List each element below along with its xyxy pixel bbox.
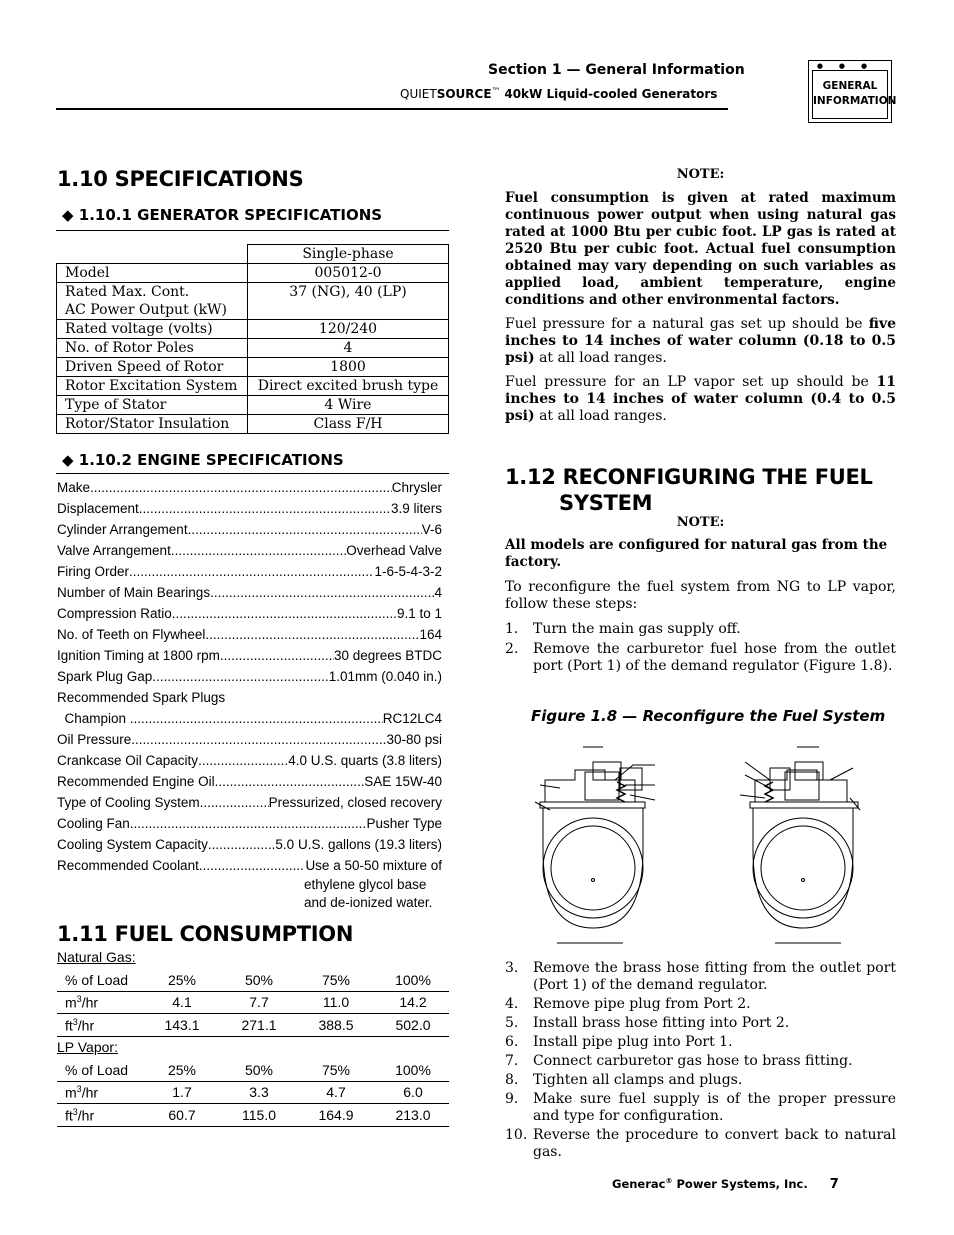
unit-tail: /hr <box>77 1107 95 1124</box>
product-rest: 40kW Liquid-cooled Generators <box>504 87 718 101</box>
lp-m3-value: 4.7 <box>326 1084 346 1100</box>
step-item <box>505 621 896 638</box>
steps-list-b <box>505 960 896 1161</box>
engine-spec-label: Spark Plug Gap <box>57 669 153 684</box>
ng-pressure-c: at all load ranges. <box>534 350 667 366</box>
step-text: Tighten all clamps and plugs. <box>533 1072 743 1088</box>
lp-m3-value: 1.7 <box>172 1084 192 1100</box>
engine-spec-row <box>57 792 442 813</box>
engine-spec-value: 5.0 U.S. gallons (19.3 liters) <box>275 837 442 852</box>
ng-pressure-paragraph <box>505 316 896 367</box>
ng-ft3-value: 271.1 <box>241 1017 277 1033</box>
ng-ft3-value: 143.1 <box>164 1017 200 1033</box>
step-number: 10. <box>505 1127 528 1143</box>
load-100: 100% <box>395 1062 431 1078</box>
header-section-title: Section 1 — General Information <box>488 62 745 78</box>
unit-m3 <box>65 1084 98 1101</box>
regulator-drawing-lp <box>740 747 860 943</box>
leader-dots <box>90 477 392 498</box>
natural-gas-label: Natural Gas: <box>57 949 136 965</box>
engine-spec-label: No. of Teeth on Flywheel <box>57 627 206 642</box>
step-number: 7. <box>505 1053 519 1069</box>
reconfigure-heading <box>505 464 873 516</box>
spec-value: 120/240 <box>248 320 449 339</box>
engine-spec-value: Pressurized, closed recovery <box>268 795 442 810</box>
step-number: 1. <box>505 621 519 637</box>
spec-value: 4 <box>248 339 449 358</box>
engine-spec-label: Make <box>57 480 91 495</box>
table-rule <box>57 1103 449 1104</box>
engine-spec-value: 30 degrees BTDC <box>333 648 442 663</box>
spec-label: No. of Rotor Poles <box>57 339 248 358</box>
engine-spec-value: 3.9 liters <box>390 501 442 516</box>
step-item <box>505 1034 896 1051</box>
ng-pressure-a: Fuel pressure for a natural gas set up should be <box>505 316 869 332</box>
ng-m3-value: 7.7 <box>249 994 269 1010</box>
ng-ft3-value: 388.5 <box>318 1017 354 1033</box>
unit-tail: /hr <box>81 1084 99 1101</box>
unit-base: m <box>65 1084 77 1101</box>
leader-dots <box>130 813 367 834</box>
step-text: Turn the main gas supply off. <box>533 621 741 637</box>
section-tab <box>808 60 897 123</box>
diamond-icon: ◆ <box>62 206 79 224</box>
right-column-reconfig <box>505 514 896 675</box>
load-label: % of Load <box>65 972 129 988</box>
load-75: 75% <box>321 972 351 988</box>
engine-spec-label: Ignition Timing at 1800 rpm <box>57 648 220 663</box>
fuel-consumption-table <box>57 949 449 1129</box>
engine-spec-row <box>57 813 442 834</box>
engine-spec-value: Chrysler <box>391 480 442 495</box>
table-rule <box>57 1081 449 1082</box>
generator-spec-heading-text: 1.10.1 GENERATOR SPECIFICATIONS <box>78 206 383 224</box>
engine-spec-value: 1.01mm (0.040 in.) <box>328 669 442 684</box>
lp-m3-value: 6.0 <box>403 1084 423 1100</box>
engine-spec-value: Pusher Type <box>366 816 442 831</box>
engine-spec-value: SAE 15W-40 <box>364 774 442 789</box>
unit-sup: 3 <box>76 1084 82 1094</box>
figure-caption: Figure 1.8 — Reconfigure the Fuel System <box>531 707 886 725</box>
spec-label <box>57 283 248 320</box>
regulator-drawing-ng <box>535 747 655 943</box>
generator-spec-heading <box>62 206 382 224</box>
load-label: % of Load <box>65 1062 129 1078</box>
leader-dots <box>188 519 422 540</box>
step-number: 9. <box>505 1091 519 1107</box>
page-number: 7 <box>829 1177 839 1192</box>
step-item <box>505 960 896 994</box>
tab-line-1: GENERAL <box>822 80 878 92</box>
engine-spec-label: Recommended Coolant <box>57 858 199 873</box>
engine-spec-value: V-6 <box>421 522 442 537</box>
unit-tail: /hr <box>77 1017 95 1034</box>
step-text: Make sure fuel supply is of the proper pressure and type for configuration. <box>533 1091 896 1124</box>
engine-spec-heading <box>62 451 344 469</box>
unit-m3 <box>65 994 98 1011</box>
step-item <box>505 1091 896 1125</box>
lp-ft3-value: 60.7 <box>168 1107 196 1123</box>
engine-spec-row <box>57 540 442 561</box>
step-text: Reverse the procedure to convert back to natural gas. <box>533 1127 896 1160</box>
engine-spec-label: Oil Pressure <box>57 732 132 747</box>
note2-text: All models are configured for natural gas from the factory. <box>505 537 888 570</box>
unit-base: m <box>65 994 77 1011</box>
note-text: Fuel consumption is given at rated maximum continuous power output when using natural gas rated at 1000 Btu per cubic foot. LP gas is rated at 2520 Btu per cubic foot. Actual fuel consumption obtained may vary depending on such variables as applied load, ambient temperature, engine conditions and other environmental factors. <box>505 190 896 308</box>
lp-pressure-b: 11 inches to 14 inches of water column (0.4 to 0.5 psi) <box>505 374 896 424</box>
step-number: 4. <box>505 996 519 1012</box>
engine-spec-row <box>57 645 442 666</box>
note-label: NOTE: <box>676 167 725 182</box>
tab-label <box>812 70 897 119</box>
fuel-consumption-heading: 1.11 FUEL CONSUMPTION <box>57 922 354 946</box>
reconfig-intro: To reconfigure the fuel system from NG to LP vapor, follow these steps: <box>505 579 896 612</box>
lp-ft3-value: 164.9 <box>318 1107 354 1123</box>
step-number: 6. <box>505 1034 519 1050</box>
unit-ft3 <box>65 1107 94 1124</box>
step-item <box>505 641 896 675</box>
spec-label: Rated voltage (volts) <box>57 320 248 339</box>
right-column-top <box>505 166 896 425</box>
spec-label: Model <box>57 264 248 283</box>
tab-dots: ●●● <box>816 62 884 70</box>
ng-m3-value: 4.1 <box>172 994 192 1010</box>
leader-dots <box>130 708 383 729</box>
unit-base: ft <box>65 1017 73 1034</box>
engine-spec-label: Number of Main Bearings <box>57 585 211 600</box>
table-blank-cell <box>57 245 248 264</box>
load-25: 25% <box>167 1062 197 1078</box>
engine-spec-value: 1-6-5-4-3-2 <box>374 564 442 579</box>
step-item <box>505 1127 896 1161</box>
lp-ft3-value: 115.0 <box>242 1107 276 1123</box>
lp-pressure-paragraph <box>505 374 896 425</box>
ng-ft3-value: 502.0 <box>395 1017 431 1033</box>
engine-spec-row <box>57 834 442 855</box>
engine-spec-row <box>57 624 442 645</box>
step-text: Install pipe plug into Port 1. <box>533 1034 733 1050</box>
step-text: Remove the carburetor fuel hose from the outlet port (Port 1) of the demand regulator (Figure 1.8). <box>533 641 896 674</box>
table-rule <box>57 991 449 992</box>
leader-dots <box>200 792 269 813</box>
unit-base: ft <box>65 1107 73 1124</box>
leader-dots <box>131 729 386 750</box>
load-100: 100% <box>395 972 431 988</box>
engine-spec-label: Firing Order <box>57 564 130 579</box>
engine-spec-row <box>57 855 442 876</box>
spec-label: Rotor Excitation System <box>57 377 248 396</box>
engine-spec-row <box>57 519 442 540</box>
step-number: 3. <box>505 960 519 976</box>
engine-spec-value: 9.1 to 1 <box>396 606 442 621</box>
engine-spec-label: Cooling Fan <box>57 816 130 831</box>
engine-spec-row <box>57 666 442 687</box>
engine-spec-row <box>57 729 442 750</box>
engine-spec-row <box>57 603 442 624</box>
coolant-line-2: and de-ionized water. <box>304 895 433 910</box>
leader-dots <box>210 582 434 603</box>
engine-spec-label: Cylinder Arrangement <box>57 522 188 537</box>
spec-label: Driven Speed of Rotor <box>57 358 248 377</box>
leader-dots <box>199 855 306 876</box>
engine-spec-rule <box>56 473 449 474</box>
lp-pressure-c: at all load ranges. <box>534 408 667 424</box>
step-item <box>505 1053 896 1070</box>
load-25: 25% <box>167 972 197 988</box>
step-text: Remove pipe plug from Port 2. <box>533 996 751 1012</box>
generator-spec-rule <box>56 230 449 231</box>
coolant-continuation <box>57 876 442 912</box>
leader-dots <box>129 561 374 582</box>
engine-spec-value: Use a 50-50 mixture of <box>305 858 442 873</box>
engine-spec-row <box>57 771 442 792</box>
tab-line-2: INFORMATION <box>813 95 897 107</box>
spec-value: 37 (NG), 40 (LP) <box>248 283 449 320</box>
leader-dots <box>205 624 419 645</box>
engine-spec-value: 164 <box>419 627 442 642</box>
unit-sup: 3 <box>72 1107 78 1117</box>
step-item <box>505 1072 896 1089</box>
step-text: Install brass hose fitting into Port 2. <box>533 1015 790 1031</box>
lp-m3-value: 3.3 <box>249 1084 269 1100</box>
ng-pressure-b: five inches to 14 inches of water column (0.18 to 0.5 psi) <box>505 316 896 366</box>
lp-pressure-a: Fuel pressure for an LP vapor set up should be <box>505 374 877 390</box>
leader-dots <box>208 834 276 855</box>
engine-spec-row <box>57 750 442 771</box>
unit-ft3 <box>65 1017 94 1034</box>
step-number: 8. <box>505 1072 519 1088</box>
leader-dots <box>139 498 391 519</box>
engine-spec-label: Champion <box>57 711 130 726</box>
engine-spec-row <box>57 687 442 708</box>
ng-m3-value: 14.2 <box>399 994 427 1010</box>
load-50: 50% <box>244 1062 274 1078</box>
table-col-header: Single-phase <box>248 245 449 264</box>
footer-company-rest: Power Systems, Inc. <box>672 1177 808 1191</box>
regulator-figure <box>505 740 896 950</box>
specifications-heading: 1.10 SPECIFICATIONS <box>57 167 304 191</box>
table-rule <box>57 1013 449 1014</box>
leader-dots <box>171 540 346 561</box>
engine-spec-row <box>57 498 442 519</box>
engine-spec-row <box>57 561 442 582</box>
engine-spec-value: 4 <box>434 585 442 600</box>
engine-spec-row <box>57 477 442 498</box>
step-text: Remove the brass hose fitting from the outlet port (Port 1) of the demand regulator. <box>533 960 896 993</box>
leader-dots <box>198 750 288 771</box>
ng-m3-value: 11.0 <box>322 994 350 1010</box>
spec-value: 4 Wire <box>248 396 449 415</box>
reconfigure-heading-line2: SYSTEM <box>559 491 653 515</box>
engine-spec-label: Recommended Engine Oil <box>57 774 215 789</box>
spec-label-line1: Rated Max. Cont. <box>65 284 190 300</box>
engine-spec-value: RC12LC4 <box>382 711 442 726</box>
leader-dots <box>220 645 334 666</box>
diamond-icon: ◆ <box>62 451 79 469</box>
footer-company: Generac <box>612 1177 666 1191</box>
engine-spec-label: Recommended Spark Plugs <box>57 690 226 705</box>
spec-label: Type of Stator <box>57 396 248 415</box>
unit-tail: /hr <box>81 994 99 1011</box>
engine-spec-value: 4.0 U.S. quarts (3.8 liters) <box>288 753 442 768</box>
load-50: 50% <box>244 972 274 988</box>
table-rule <box>57 1126 449 1127</box>
engine-spec-value: 30-80 psi <box>386 732 442 747</box>
engine-spec-label: Compression Ratio <box>57 606 172 621</box>
load-75: 75% <box>321 1062 351 1078</box>
engine-spec-list <box>57 477 442 912</box>
engine-spec-label: Displacement <box>57 501 139 516</box>
leader-dots <box>215 771 365 792</box>
lp-vapor-label: LP Vapor: <box>57 1039 118 1055</box>
footer-reg: ® <box>665 1177 673 1186</box>
engine-spec-row <box>57 582 442 603</box>
spec-value: Direct excited brush type <box>248 377 449 396</box>
step-item <box>505 996 896 1013</box>
spec-label-line2: AC Power Output (kW) <box>65 302 227 318</box>
header-rule <box>56 108 728 110</box>
leader-dots <box>152 666 328 687</box>
spec-value: Class F/H <box>248 415 449 434</box>
table-rule <box>57 1036 449 1037</box>
lp-ft3-value: 213.0 <box>395 1107 431 1123</box>
product-tm: ™ <box>491 87 501 97</box>
product-prefix: QUIET <box>400 87 437 101</box>
engine-spec-row <box>57 708 442 729</box>
note2-label: NOTE: <box>676 515 725 530</box>
step-item <box>505 1015 896 1032</box>
right-column-steps-b <box>505 960 896 1163</box>
engine-spec-label: Valve Arrangement <box>57 543 171 558</box>
product-bold: SOURCE <box>436 87 492 101</box>
step-number: 5. <box>505 1015 519 1031</box>
engine-spec-heading-text: 1.10.2 ENGINE SPECIFICATIONS <box>78 451 344 469</box>
engine-spec-label: Cooling System Capacity <box>57 837 208 852</box>
step-number: 2. <box>505 641 519 657</box>
spec-value: 005012-0 <box>248 264 449 283</box>
unit-sup: 3 <box>76 994 82 1004</box>
reconfigure-heading-line1: 1.12 RECONFIGURING THE FUEL <box>505 465 873 489</box>
leader-dots <box>172 603 397 624</box>
generator-spec-table <box>56 244 449 434</box>
unit-sup: 3 <box>72 1017 78 1027</box>
engine-spec-value: Overhead Valve <box>346 543 442 558</box>
page-footer <box>612 1177 839 1192</box>
spec-value: 1800 <box>248 358 449 377</box>
steps-list-a <box>505 621 896 675</box>
step-text: Connect carburetor gas hose to brass fitting. <box>533 1053 853 1069</box>
spec-label: Rotor/Stator Insulation <box>57 415 248 434</box>
coolant-line-1: ethylene glycol base <box>304 877 427 892</box>
engine-spec-label: Type of Cooling System <box>57 795 200 810</box>
header-product-line <box>400 87 717 101</box>
engine-spec-label: Crankcase Oil Capacity <box>57 753 199 768</box>
